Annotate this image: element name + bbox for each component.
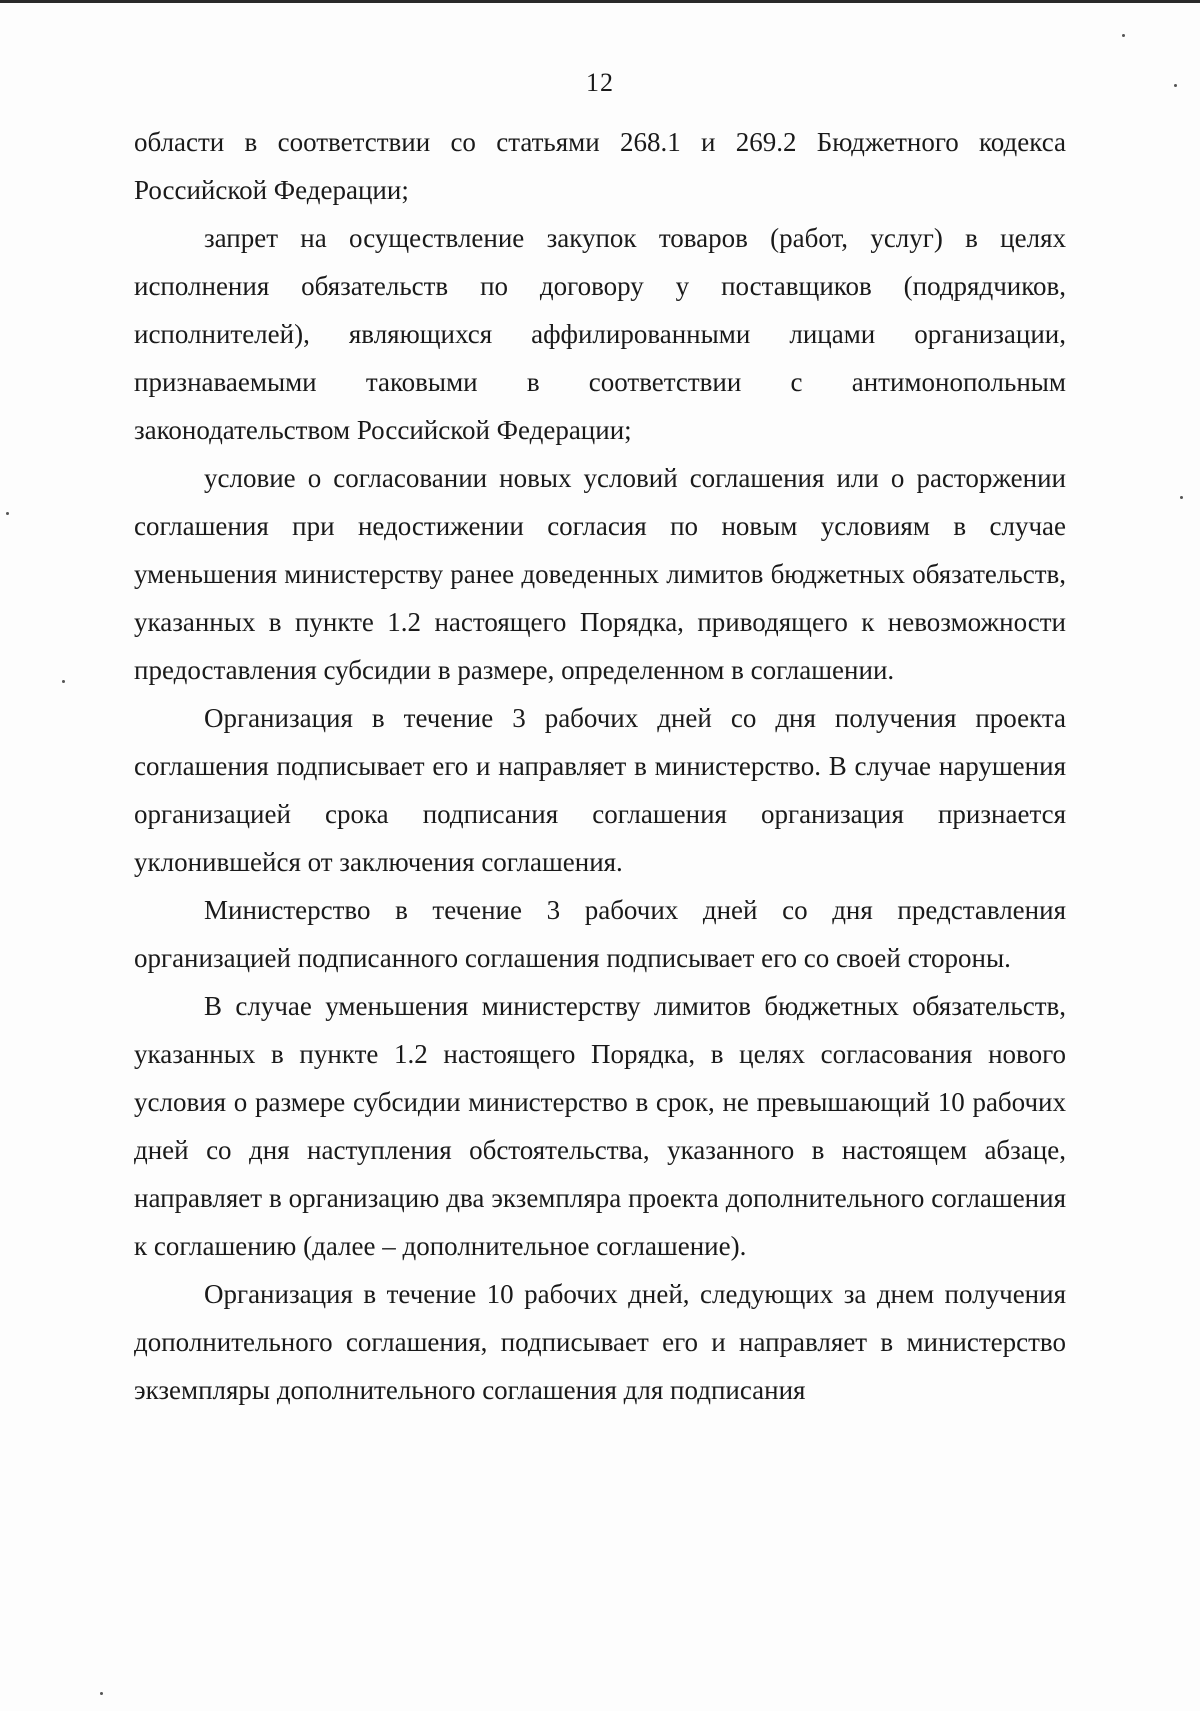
scan-speck [1174, 84, 1177, 87]
paragraph-6: В случае уменьшения министерству лимитов бюджетных обязательств, указанных в пункте 1.2 настоящего Порядка, в целях согласования нового условия о размере субсидии министерство в срок, не превышающий 10 рабочих дней со дня наступления обстоятельства, указанного в настоящем абзаце, направляет в организацию два экземпляра проекта дополнительного соглашения к соглашению (далее – дополнительное соглашение). [134, 991, 1066, 1261]
page-top-edge [0, 0, 1200, 3]
paragraph-4: Организация в течение 3 рабочих дней со дня получения проекта соглашения подписывает его и направляет в министерство. В случае нарушения организацией срока подписания соглашения организация признается уклонившейся от заключения соглашения. [134, 703, 1066, 877]
scan-speck [100, 1692, 103, 1695]
scan-speck [62, 680, 65, 683]
scan-speck [1180, 496, 1183, 499]
document-body [134, 118, 1066, 1414]
scan-speck [1122, 34, 1125, 37]
paragraph-5: Министерство в течение 3 рабочих дней со дня представления организацией подписанного соглашения подписывает его со своей стороны. [134, 895, 1066, 973]
paragraph-3: условие о согласовании новых условий соглашения или о расторжении соглашения при недостижении согласия по новым условиям в случае уменьшения министерству ранее доведенных лимитов бюджетных обязательств, указанных в пункте 1.2 настоящего Порядка, приводящего к невозможности предоставления субсидии в размере, определенном в соглашении. [134, 463, 1066, 685]
paragraph-7: Организация в течение 10 рабочих дней, следующих за днем получения дополнительного соглашения, подписывает его и направляет в министерство экземпляры дополнительного соглашения для подписания [134, 1279, 1066, 1405]
scan-speck [6, 512, 9, 515]
paragraph-2: запрет на осуществление закупок товаров (работ, услуг) в целях исполнения обязательств по договору у поставщиков (подрядчиков, исполнителей), являющихся аффилированными лицами организации, признаваемыми таковыми в соответствии с антимонопольным законодательством Российской Федерации; [134, 223, 1066, 445]
paragraph-1: области в соответствии со статьями 268.1 и 269.2 Бюджетного кодекса Российской Федерации; [134, 127, 1066, 205]
page-number: 12 [586, 68, 614, 97]
